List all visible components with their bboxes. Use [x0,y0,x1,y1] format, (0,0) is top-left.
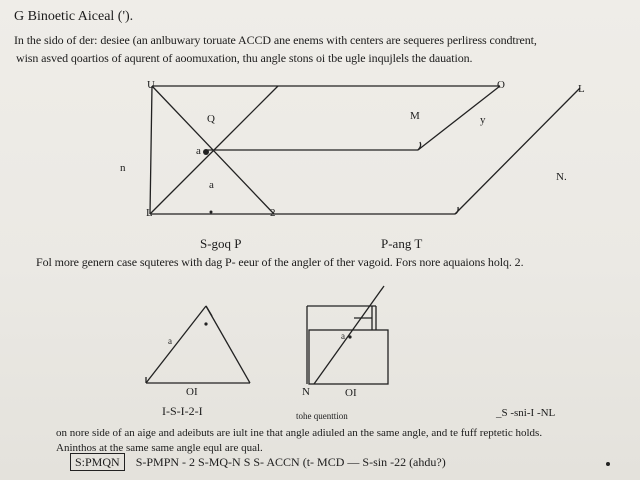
figure1-caption-left: S-goq P [200,236,242,251]
square-label-a: a [341,331,345,341]
square-label-base: OI [345,387,357,399]
label-top-right: O [497,79,505,91]
equation-boxed: S:PMQN [70,453,125,471]
label-a: a [196,145,201,157]
triangle-label-base: OI [186,386,198,398]
square-caption: tohe quenttion [296,411,348,421]
paragraph-3-line-1: on nore side of an aige and adeibuts are iult ine that angle adiuled an the same angle, and te fuff reptetic holds. [56,427,543,439]
label-bottom-left: L [146,207,153,219]
label-q: Q [207,113,215,125]
right-formula: _S -sni-I -NL [496,407,556,419]
label-right-mid: N. [556,171,567,183]
figure1-caption-right: P-ang T [381,236,423,251]
label-top-left: U [147,79,155,91]
triangle-formula: I-S-I-2-I [162,404,203,418]
equation-line [70,456,446,468]
label-mid-mark: a [209,179,214,191]
paragraph-2: Fol more genern case squteres with dag P- eeur of the angler of ther vagoid. Fors nore aquaions holq. 2. [36,255,524,269]
label-m: M [410,110,420,122]
label-far-right: L [578,83,585,95]
section-heading: G Binoetic Aiceal ('). [14,9,134,24]
label-y: y [480,114,486,126]
label-bottom-mid: 2 [270,207,276,219]
intro-line-2: wisn asved qoartios of aqurent of aoomuxation, thu angle stons oi tbe ugle inqujlels the dauation. [16,51,473,65]
label-left-mark: n [120,162,126,174]
equation-rest: S-PMPN - 2 S-MQ-N S S- ACCN (t- MCD — S-sin -22 (ahdu?) [135,455,446,469]
paragraph-3-line-2: Aninthos at the same same angle equl are qual. [56,442,263,454]
square-label-n: N [302,386,310,398]
triangle-label-a: a [168,336,172,346]
bullet-dot [606,462,610,466]
intro-line-1: In the sido of der: desiee (an anlbuwary toruate ACCD ane enems with centers are sequeres perliress condtrent, [14,33,537,47]
